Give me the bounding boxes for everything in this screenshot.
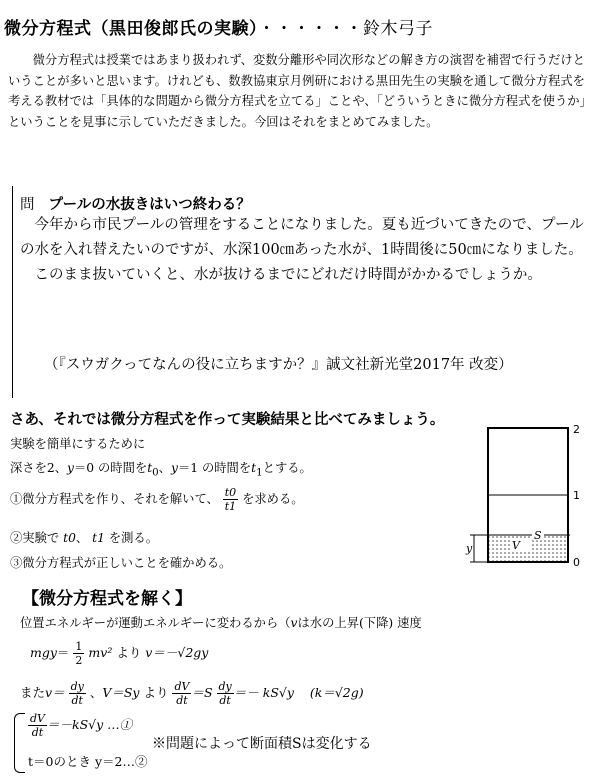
label-1: 1 bbox=[573, 489, 580, 502]
text-f: 、 bbox=[158, 461, 171, 475]
problem-body bbox=[20, 213, 586, 288]
eq1-yori: より bbox=[112, 645, 146, 660]
eq2-vsy: V＝Sy bbox=[102, 685, 140, 700]
energy-line bbox=[20, 613, 422, 631]
var-t1: t1 bbox=[92, 531, 105, 545]
label-2: 2 bbox=[573, 423, 580, 436]
var-v: v bbox=[290, 616, 298, 630]
frac-num: dy bbox=[218, 680, 232, 693]
system-line-1 bbox=[28, 712, 132, 739]
var-t0: t0 bbox=[63, 531, 76, 545]
y-label: y bbox=[466, 542, 473, 555]
var-t: t bbox=[147, 461, 153, 475]
solve-heading: 【微分方程式を解く】 bbox=[22, 589, 192, 609]
fraction-denominator: t1 bbox=[224, 500, 237, 513]
half-den: 2 bbox=[75, 654, 83, 667]
frac-den: dt bbox=[31, 726, 44, 739]
experiment-step-2 bbox=[10, 528, 158, 546]
fraction-numerator: t0 bbox=[224, 486, 237, 499]
eq1-rhs: mv² bbox=[88, 645, 113, 660]
system-line-2: t＝0のとき y＝2…② bbox=[28, 754, 148, 769]
equation-1 bbox=[30, 640, 208, 667]
sub-1: 1 bbox=[256, 466, 263, 479]
tank-diagram bbox=[460, 420, 590, 572]
experiment-line-2 bbox=[10, 458, 312, 478]
cross-section-note: ※問題によって断面積Sは変化する bbox=[152, 736, 372, 752]
eq2-mata: また bbox=[20, 685, 46, 700]
problem-source: （『スウガクってなんの役に立ちますか？』誠文社新光堂2017年 改変） bbox=[44, 357, 513, 373]
step2-text: ②実験で bbox=[10, 531, 60, 545]
system-brace bbox=[14, 713, 25, 773]
var-y: y bbox=[170, 461, 178, 475]
frac-num: dV bbox=[174, 680, 190, 693]
eq2-result: ＝－ kS√y bbox=[233, 685, 294, 700]
frac-num: dV bbox=[30, 712, 45, 725]
title-text: 微分方程式（黒田俊郎氏の実験） bbox=[4, 19, 258, 39]
dv-dt-fraction-sys bbox=[28, 712, 47, 739]
text-a: 深さを2、 bbox=[10, 461, 68, 475]
t0-over-t1-fraction bbox=[223, 486, 238, 513]
page-title bbox=[4, 14, 433, 39]
comma: 、 bbox=[75, 531, 89, 545]
problem-label: 問 bbox=[20, 197, 35, 213]
s-label: S bbox=[534, 529, 542, 542]
frac-den: dt bbox=[71, 694, 83, 707]
problem-heading bbox=[20, 193, 251, 214]
frac-den: dt bbox=[219, 694, 231, 707]
eq2-v: v＝ bbox=[45, 685, 65, 700]
problem-title: プールの水抜きはいつ終わる？ bbox=[48, 196, 251, 213]
v-label: V bbox=[512, 539, 520, 552]
eq2-comma: 、 bbox=[89, 685, 103, 700]
step1-text: ①微分方程式を作り、それを解いて、 bbox=[10, 492, 219, 506]
frac-den: dt bbox=[176, 694, 188, 707]
eq2-yori: より bbox=[139, 685, 173, 700]
experiment-line-1: 実験を簡単にするために bbox=[10, 437, 146, 451]
half-num: 1 bbox=[75, 640, 83, 653]
title-dots: ・・・・・・ bbox=[258, 19, 363, 39]
text-c: ＝0 の時間を bbox=[73, 461, 148, 475]
experiment-step-1 bbox=[10, 486, 304, 513]
eq1-equals: ＝ bbox=[56, 645, 70, 660]
var-t: t bbox=[251, 461, 257, 475]
problem-para-1: 今年から市民プールの管理をすることになりました。夏も近づいてきたので、プールの水を入れ替えたいのですが、水深100㎝あった水が、1時間後に50㎝になりました。 bbox=[20, 217, 584, 258]
text-h: ＝1 の時間を bbox=[177, 461, 252, 475]
dy-dt-fraction bbox=[69, 680, 86, 707]
experiment-callout: さあ、それでは微分方程式を作って実験結果と比べてみましょう。 bbox=[10, 412, 445, 428]
experiment-step-3: ③微分方程式が正しいことを確かめる。 bbox=[10, 556, 232, 570]
frac-num: dy bbox=[70, 680, 84, 693]
eq1-lhs: mgy bbox=[30, 645, 57, 660]
eq2-eq-s: ＝S bbox=[191, 685, 213, 700]
tank-svg bbox=[460, 420, 590, 572]
eq2-k-def: (k＝√2g) bbox=[309, 685, 364, 700]
dy-dt-fraction-2 bbox=[217, 680, 234, 707]
energy-tail: は水の上昇(下降) 速度 bbox=[297, 616, 422, 630]
problem-para-2: このまま抜いていくと、水が抜けるまでにどれだけ時間がかかるでしょうか。 bbox=[34, 267, 542, 283]
equation-2 bbox=[20, 680, 364, 707]
step2-tail: を測る。 bbox=[108, 531, 159, 545]
var-y: y bbox=[67, 461, 74, 475]
step1-tail: を求める。 bbox=[242, 492, 304, 506]
system-eq-1: ＝－kS√y …① bbox=[47, 717, 133, 732]
sub-0: 0 bbox=[152, 466, 159, 479]
eq1-velocity: v＝－√2gy bbox=[145, 645, 209, 660]
label-0: 0 bbox=[573, 556, 580, 569]
dv-dt-fraction bbox=[172, 680, 191, 707]
intro-paragraph: 微分方程式は授業ではあまり扱われず、変数分離形や同次形などの解き方の演習を補習で行うだけということが多いと思います。けれども、数教協東京月例研における黒田先生の実験を通して微分方程式を考える教材では「具体的な問題から微分方程式を立てる」ことや、「どういうときに微分方程式を使うか」ということを見事に示していただきました。今回はそれをまとめてみました。 bbox=[8, 53, 592, 129]
half-fraction bbox=[73, 640, 84, 667]
energy-text: 位置エネルギーが運動エネルギーに変わるから（ bbox=[20, 616, 291, 630]
author-name: 鈴木弓子 bbox=[363, 19, 433, 39]
text-k: とする。 bbox=[262, 461, 312, 475]
